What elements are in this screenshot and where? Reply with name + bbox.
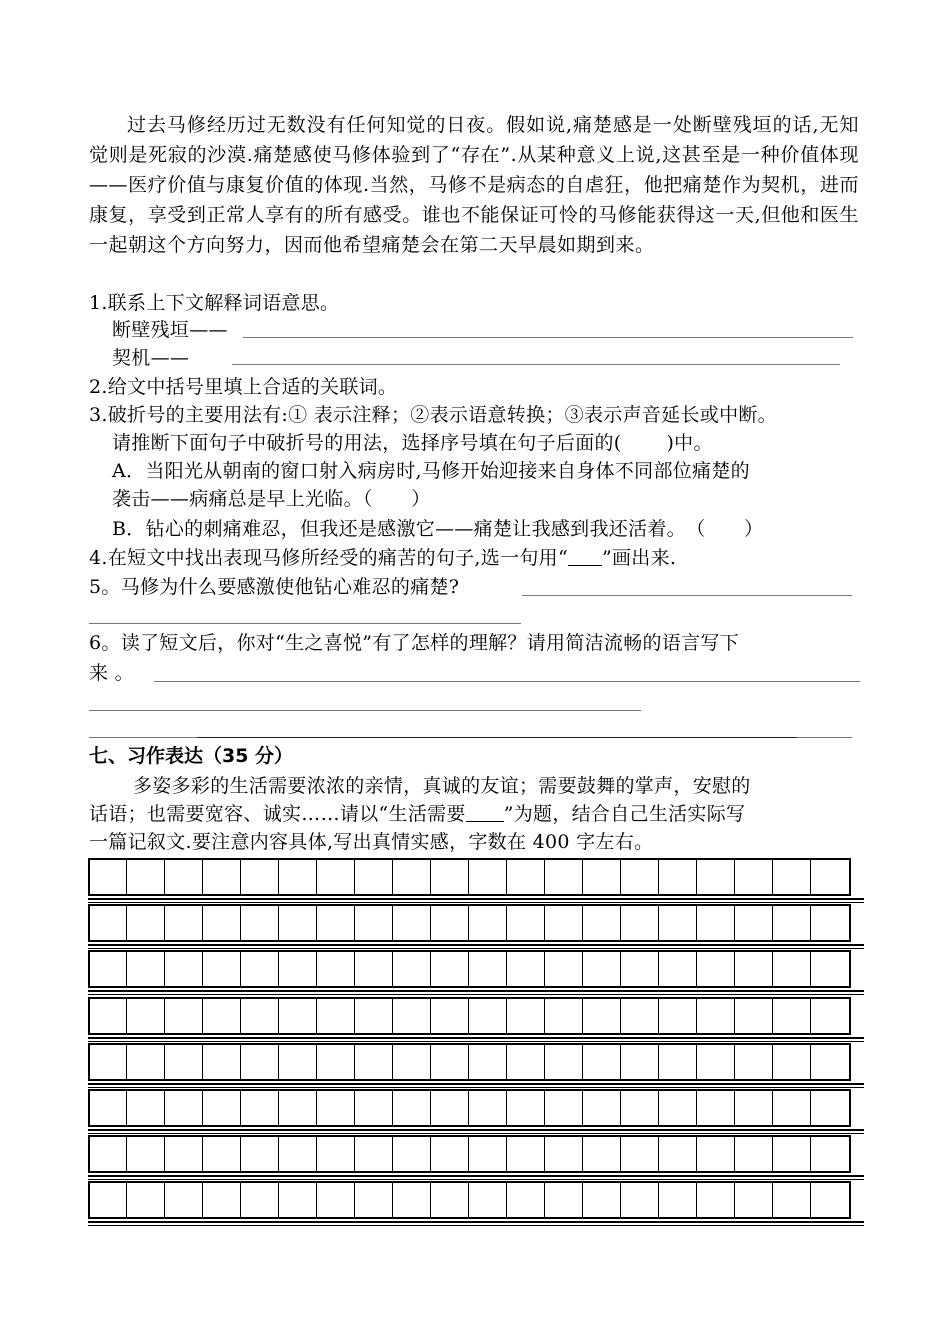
grid-cell[interactable] xyxy=(90,952,127,986)
grid-cell[interactable] xyxy=(697,999,734,1033)
grid-row-separator xyxy=(88,990,864,992)
answer-line-1b[interactable] xyxy=(232,364,840,365)
grid-row-separator xyxy=(88,898,864,900)
grid-row-separator xyxy=(88,948,864,949)
answer-line-5a[interactable] xyxy=(522,595,852,596)
grid-cell[interactable] xyxy=(356,1137,393,1171)
question-3-line-1: 3.破折号的主要用法有:① 表示注释；②表示语意转换；③表示声音延长或中断。 xyxy=(89,404,777,426)
grid-cell[interactable] xyxy=(128,1045,165,1079)
composition-prompt-text-start: 话语；也需要宽容、诚实……请以“生活需要 xyxy=(89,803,466,825)
grid-cell[interactable] xyxy=(659,952,696,986)
grid-row xyxy=(88,858,851,896)
question-3-line-2: 请推断下面句子中破折号的用法，选择序号填在句子后面的( )中。 xyxy=(112,432,713,454)
question-1: 1.联系上下文解释词语意思。 xyxy=(89,292,340,314)
question-4-text-end: ”画出来. xyxy=(601,547,677,569)
grid-cell[interactable] xyxy=(318,952,355,986)
composition-prompt-line-1: 多姿多彩的生活需要浓浓的亲情，真诚的友谊；需要鼓舞的掌声，安慰的 xyxy=(133,775,751,797)
grid-cell[interactable] xyxy=(204,1183,241,1217)
answer-line-1a[interactable] xyxy=(243,337,853,338)
grid-cell[interactable] xyxy=(90,999,127,1033)
grid-row xyxy=(88,950,851,988)
question-6-line-2: 来 。 xyxy=(89,662,134,684)
grid-cell[interactable] xyxy=(659,1045,696,1079)
reading-passage: 过去马修经历过无数没有任何知觉的日夜。假如说,痛楚感是一处断壁残垣的话,无知觉则是死寂的沙漠.痛楚感使马修体验到了“存在”.从某种意义上说,这甚至是一种价值体现——医疗价值与康复价值的体现.当然，马修不是病态的自虐狂，他把痛楚作为契机，进而康复，享受到正常人享有的所有感受。谁也不能保证可怜的马修能获得这一天,但他和医生一起朝这个方向努力，因而他希望痛楚会在第二天早晨如期到来。 xyxy=(89,114,859,256)
grid-cell[interactable] xyxy=(394,952,431,986)
grid-cell[interactable] xyxy=(621,952,658,986)
grid-cell[interactable] xyxy=(90,1183,127,1217)
grid-cell[interactable] xyxy=(470,860,507,894)
grid-row-separator xyxy=(88,1041,864,1042)
grid-cell[interactable] xyxy=(697,860,734,894)
grid-cell[interactable] xyxy=(318,1137,355,1171)
grid-cell[interactable] xyxy=(545,860,582,894)
grid-cell[interactable] xyxy=(204,906,241,940)
section-7-heading: 七、习作表达（35 分） xyxy=(89,745,294,767)
grid-cell[interactable] xyxy=(280,1045,317,1079)
grid-cell[interactable] xyxy=(659,1183,696,1217)
grid-row xyxy=(88,997,851,1035)
grid-cell[interactable] xyxy=(90,1091,127,1125)
grid-cell[interactable] xyxy=(242,1183,279,1217)
grid-cell[interactable] xyxy=(621,999,658,1033)
grid-cell[interactable] xyxy=(128,1183,165,1217)
grid-cell[interactable] xyxy=(204,1091,241,1125)
grid-cell[interactable] xyxy=(166,1137,203,1171)
grid-cell[interactable] xyxy=(659,860,696,894)
grid-cell[interactable] xyxy=(545,906,582,940)
underline-mark xyxy=(568,545,602,566)
grid-row-separator xyxy=(88,1133,864,1134)
grid-cell[interactable] xyxy=(166,860,203,894)
grid-cell[interactable] xyxy=(394,860,431,894)
grid-cell[interactable] xyxy=(432,952,469,986)
grid-row xyxy=(88,904,851,942)
grid-cell[interactable] xyxy=(735,860,772,894)
grid-cell[interactable] xyxy=(773,1045,810,1079)
grid-cell[interactable] xyxy=(90,906,127,940)
grid-cell[interactable] xyxy=(621,906,658,940)
answer-line-6b[interactable] xyxy=(89,710,641,711)
grid-cell[interactable] xyxy=(545,952,582,986)
grid-row-separator xyxy=(88,1175,864,1177)
answer-line-6c[interactable] xyxy=(89,737,197,738)
grid-cell[interactable] xyxy=(735,906,772,940)
grid-cell[interactable] xyxy=(470,952,507,986)
grid-cell[interactable] xyxy=(432,1137,469,1171)
grid-row-separator xyxy=(88,1179,864,1180)
grid-cell[interactable] xyxy=(394,1045,431,1079)
question-3-a-line-2: 袭击——病痛总是早上光临。（ ） xyxy=(112,488,431,510)
grid-cell[interactable] xyxy=(773,1137,810,1171)
grid-cell[interactable] xyxy=(128,1091,165,1125)
answer-line-6e[interactable] xyxy=(797,737,852,738)
grid-cell[interactable] xyxy=(394,1183,431,1217)
grid-cell[interactable] xyxy=(545,1183,582,1217)
grid-cell[interactable] xyxy=(507,1045,544,1079)
grid-cell[interactable] xyxy=(318,860,355,894)
grid-cell[interactable] xyxy=(242,952,279,986)
grid-cell[interactable] xyxy=(545,1091,582,1125)
composition-prompt-line-2 xyxy=(89,799,745,829)
grid-cell[interactable] xyxy=(128,999,165,1033)
grid-cell[interactable] xyxy=(583,1045,620,1079)
grid-cell[interactable] xyxy=(621,1091,658,1125)
grid-cell[interactable] xyxy=(242,1045,279,1079)
grid-cell[interactable] xyxy=(507,999,544,1033)
grid-cell[interactable] xyxy=(280,1137,317,1171)
grid-cell[interactable] xyxy=(583,906,620,940)
grid-row-separator xyxy=(88,1083,864,1085)
grid-cell[interactable] xyxy=(773,952,810,986)
grid-cell[interactable] xyxy=(735,1183,772,1217)
grid-cell[interactable] xyxy=(128,860,165,894)
grid-cell[interactable] xyxy=(166,1091,203,1125)
title-blank[interactable] xyxy=(466,801,504,822)
question-5: 5。马修为什么要感激使他钻心难忍的痛楚? xyxy=(89,576,460,598)
question-1-term-a: 断壁残垣—— xyxy=(112,319,228,341)
grid-cell[interactable] xyxy=(432,1091,469,1125)
grid-cell[interactable] xyxy=(621,860,658,894)
answer-line-6a[interactable] xyxy=(154,681,860,682)
grid-cell[interactable] xyxy=(773,860,810,894)
answer-line-6d[interactable] xyxy=(197,737,797,738)
grid-cell[interactable] xyxy=(204,1137,241,1171)
question-1-term-b: 契机—— xyxy=(112,347,190,369)
grid-cell[interactable] xyxy=(659,1091,696,1125)
grid-cell[interactable] xyxy=(507,906,544,940)
grid-cell[interactable] xyxy=(735,952,772,986)
grid-cell[interactable] xyxy=(318,1045,355,1079)
grid-cell[interactable] xyxy=(280,860,317,894)
grid-cell[interactable] xyxy=(507,1091,544,1125)
grid-row-separator xyxy=(88,994,864,995)
grid-cell[interactable] xyxy=(318,1183,355,1217)
grid-cell[interactable] xyxy=(356,906,393,940)
grid-cell[interactable] xyxy=(470,906,507,940)
grid-cell[interactable] xyxy=(583,1091,620,1125)
grid-cell[interactable] xyxy=(697,1091,734,1125)
grid-cell[interactable] xyxy=(128,906,165,940)
grid-cell[interactable] xyxy=(697,906,734,940)
grid-row-separator xyxy=(88,1037,864,1039)
question-4 xyxy=(89,543,676,573)
grid-cell[interactable] xyxy=(773,999,810,1033)
grid-cell[interactable] xyxy=(583,952,620,986)
grid-cell[interactable] xyxy=(242,860,279,894)
grid-cell[interactable] xyxy=(621,1183,658,1217)
grid-cell[interactable] xyxy=(356,952,393,986)
grid-cell[interactable] xyxy=(128,952,165,986)
grid-cell[interactable] xyxy=(470,999,507,1033)
grid-cell[interactable] xyxy=(166,999,203,1033)
question-4-text-start: 4.在短文中找出表现马修所经受的痛苦的句子,选一句用“ xyxy=(89,547,568,569)
grid-cell[interactable] xyxy=(318,1091,355,1125)
composition-prompt-text-end: ”为题，结合自己生活实际写 xyxy=(503,803,746,825)
grid-cell[interactable] xyxy=(621,1137,658,1171)
grid-cell[interactable] xyxy=(697,1183,734,1217)
grid-cell[interactable] xyxy=(507,1183,544,1217)
grid-cell[interactable] xyxy=(204,860,241,894)
question-2: 2.给文中括号里填上合适的关联词。 xyxy=(89,376,398,398)
composition-prompt-line-3: 一篇记叙文.要注意内容具体,写出真情实感，字数在 400 字左右。 xyxy=(89,831,654,853)
grid-cell[interactable] xyxy=(545,1045,582,1079)
grid-cell[interactable] xyxy=(697,1045,734,1079)
grid-cell[interactable] xyxy=(318,999,355,1033)
grid-cell[interactable] xyxy=(583,860,620,894)
grid-row-separator xyxy=(88,902,864,903)
grid-cell[interactable] xyxy=(507,952,544,986)
grid-cell[interactable] xyxy=(166,906,203,940)
grid-cell[interactable] xyxy=(659,906,696,940)
grid-cell[interactable] xyxy=(128,1137,165,1171)
grid-cell[interactable] xyxy=(470,1091,507,1125)
grid-cell[interactable] xyxy=(394,999,431,1033)
grid-cell[interactable] xyxy=(166,1045,203,1079)
grid-cell[interactable] xyxy=(697,952,734,986)
grid-cell[interactable] xyxy=(735,1091,772,1125)
grid-cell[interactable] xyxy=(735,999,772,1033)
grid-cell[interactable] xyxy=(583,1183,620,1217)
grid-cell[interactable] xyxy=(394,1091,431,1125)
grid-cell[interactable] xyxy=(204,952,241,986)
grid-cell[interactable] xyxy=(280,1183,317,1217)
grid-cell[interactable] xyxy=(356,1045,393,1079)
grid-cell[interactable] xyxy=(773,906,810,940)
grid-cell[interactable] xyxy=(242,906,279,940)
grid-cell[interactable] xyxy=(735,1137,772,1171)
question-3-a-line-1: A．当阳光从朝南的窗口射入病房时,马修开始迎接来自身体不同部位痛楚的 xyxy=(112,460,750,482)
grid-cell[interactable] xyxy=(545,999,582,1033)
question-3-b: B．钻心的刺痛难忍，但我还是感激它——痛楚让我感到我还活着。 （ ） xyxy=(112,518,764,540)
grid-cell[interactable] xyxy=(659,999,696,1033)
grid-cell[interactable] xyxy=(583,999,620,1033)
grid-cell[interactable] xyxy=(432,906,469,940)
grid-cell[interactable] xyxy=(356,1183,393,1217)
grid-cell[interactable] xyxy=(280,952,317,986)
grid-cell[interactable] xyxy=(432,1045,469,1079)
grid-cell[interactable] xyxy=(470,1137,507,1171)
grid-cell[interactable] xyxy=(621,1045,658,1079)
grid-cell[interactable] xyxy=(394,1137,431,1171)
grid-cell[interactable] xyxy=(773,1091,810,1125)
grid-cell[interactable] xyxy=(432,999,469,1033)
grid-row xyxy=(88,1181,851,1219)
grid-cell[interactable] xyxy=(242,999,279,1033)
grid-row-separator xyxy=(88,1225,864,1226)
grid-cell[interactable] xyxy=(280,1091,317,1125)
grid-row-separator xyxy=(88,944,864,946)
grid-cell[interactable] xyxy=(545,1137,582,1171)
grid-row xyxy=(88,1043,851,1081)
answer-line-5b[interactable] xyxy=(89,623,521,624)
grid-cell[interactable] xyxy=(90,1045,127,1079)
grid-cell[interactable] xyxy=(659,1137,696,1171)
grid-cell[interactable] xyxy=(583,1137,620,1171)
grid-cell[interactable] xyxy=(166,952,203,986)
grid-cell[interactable] xyxy=(166,1183,203,1217)
grid-cell[interactable] xyxy=(470,1045,507,1079)
writing-grid xyxy=(88,858,864,1228)
grid-row xyxy=(88,1089,851,1127)
grid-cell[interactable] xyxy=(507,1137,544,1171)
grid-cell[interactable] xyxy=(356,860,393,894)
grid-row-separator xyxy=(88,1221,864,1223)
grid-cell[interactable] xyxy=(735,1045,772,1079)
grid-cell[interactable] xyxy=(356,1091,393,1125)
grid-cell[interactable] xyxy=(280,999,317,1033)
grid-cell[interactable] xyxy=(204,1045,241,1079)
grid-cell[interactable] xyxy=(773,1183,810,1217)
grid-cell[interactable] xyxy=(242,1091,279,1125)
grid-cell[interactable] xyxy=(242,1137,279,1171)
grid-row xyxy=(88,1135,851,1173)
grid-cell[interactable] xyxy=(356,999,393,1033)
grid-cell[interactable] xyxy=(280,906,317,940)
grid-cell[interactable] xyxy=(394,906,431,940)
grid-cell[interactable] xyxy=(90,860,127,894)
grid-cell[interactable] xyxy=(697,1137,734,1171)
question-6-line-1: 6。读了短文后，你对“生之喜悦”有了怎样的理解？请用简洁流畅的语言写下 xyxy=(89,632,740,654)
grid-cell[interactable] xyxy=(432,860,469,894)
grid-cell[interactable] xyxy=(432,1183,469,1217)
grid-cell[interactable] xyxy=(90,1137,127,1171)
grid-cell[interactable] xyxy=(204,999,241,1033)
grid-row-separator xyxy=(88,1129,864,1131)
grid-cell[interactable] xyxy=(318,906,355,940)
grid-cell[interactable] xyxy=(470,1183,507,1217)
grid-row-separator xyxy=(88,1087,864,1088)
grid-cell[interactable] xyxy=(507,860,544,894)
